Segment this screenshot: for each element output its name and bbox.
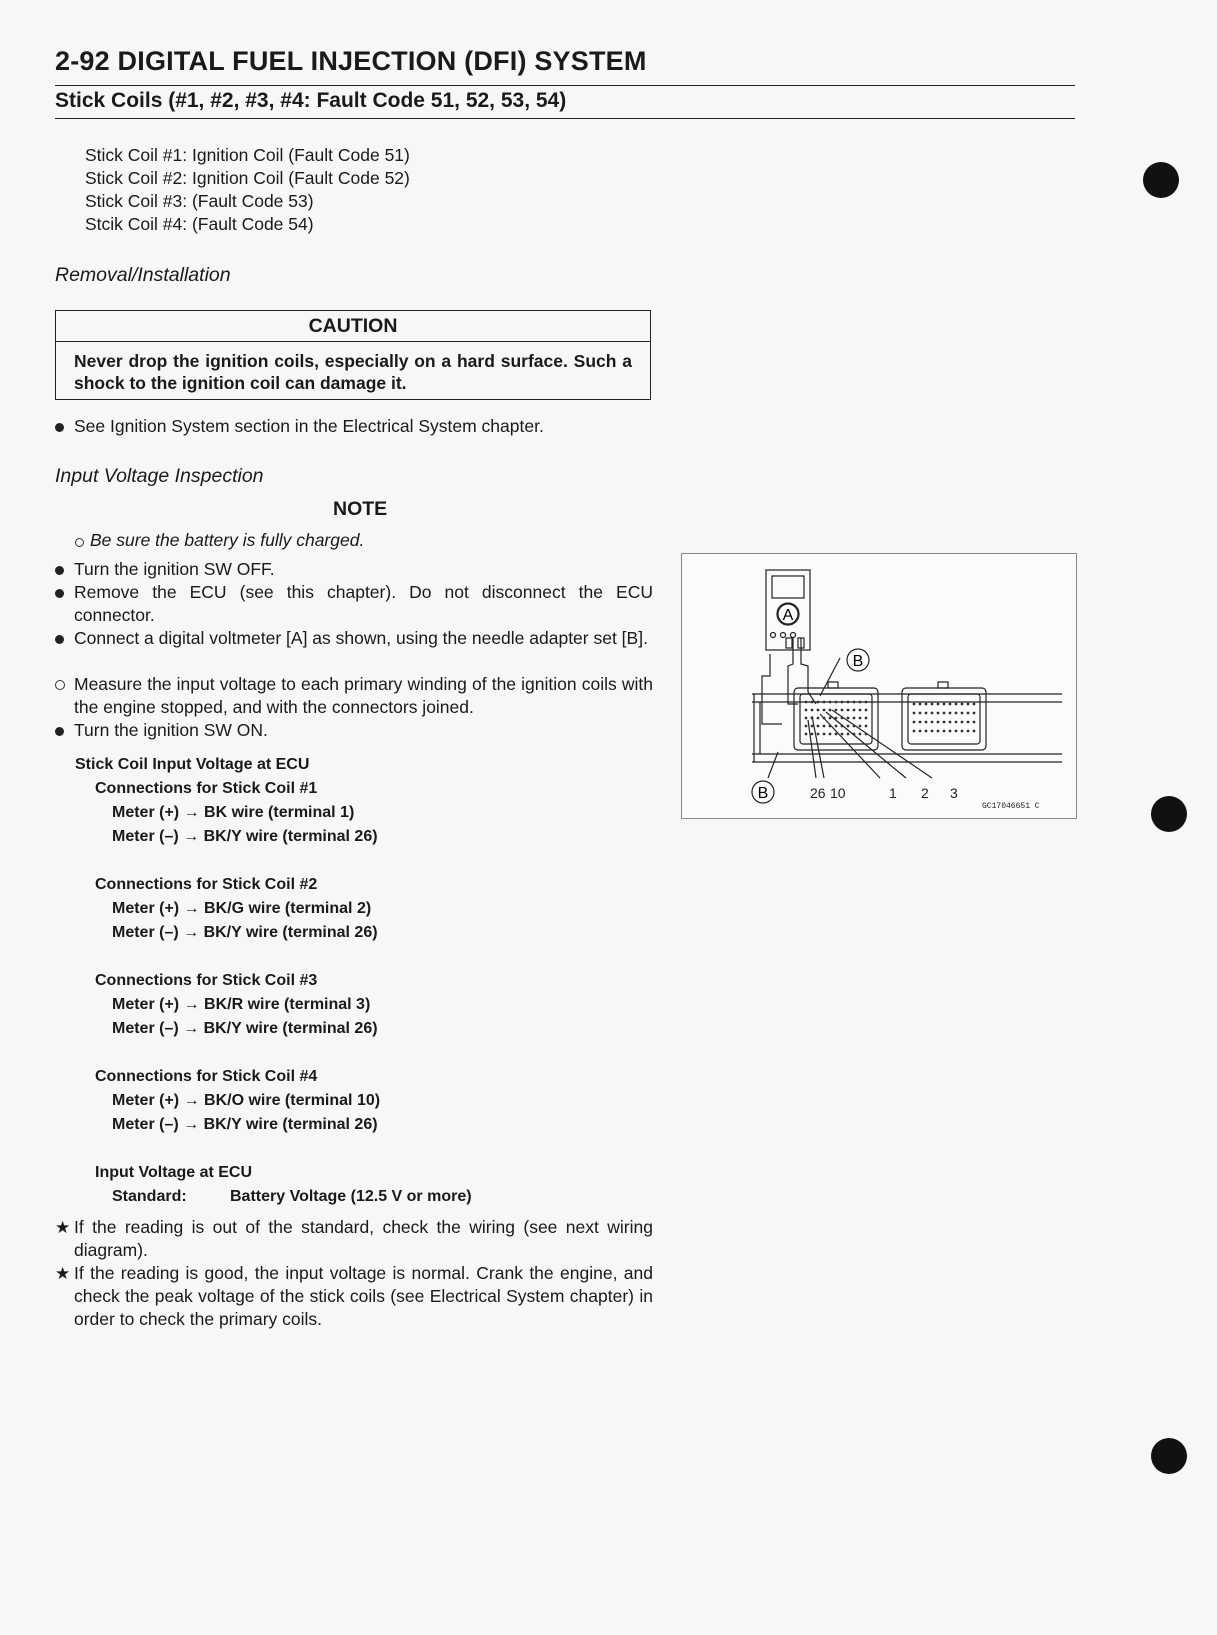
bullet-icon [55,635,64,644]
step-text: Connect a digital voltmeter [A] as shown, using the needle adapter set [B]. [74,628,648,648]
meter-plus: Meter (+) → BK/R wire (terminal 3) [112,996,371,1013]
bullet-icon [55,727,64,736]
meter-minus: Meter (–) → BK/Y wire (terminal 26) [112,1020,378,1037]
coil-list-item: Stick Coil #1: Ignition Coil (Fault Code 51) [85,145,410,165]
standard-label: Standard: [112,1188,187,1205]
step-text: Turn the ignition SW OFF. [74,559,275,579]
step-text: Remove the ECU (see this chapter). Do not disconnect the ECU connector. [74,582,653,625]
connection-title: Connections for Stick Coil #3 [95,972,318,989]
section-title: Stick Coils (#1, #2, #3, #4: Fault Code 51, 52, 53, 54) [55,89,567,112]
meter-plus: Meter (+) → BK wire (terminal 1) [112,804,355,821]
binder-hole [1151,796,1187,832]
meter-plus: Meter (+) → BK/O wire (terminal 10) [112,1092,381,1109]
spec-title: Stick Coil Input Voltage at ECU [75,756,310,773]
step-item [55,719,653,742]
terminal-label-3: 3 [950,785,958,801]
star-icon: ★ [55,1218,71,1237]
page-title: 2-92 DIGITAL FUEL INJECTION (DFI) SYSTEM [55,46,647,76]
terminal-label-1: 1 [889,785,897,801]
connection-block-3 [95,969,378,1041]
step-text: Turn the ignition SW ON. [74,720,268,740]
note-text: Be sure the battery is fully charged. [90,530,365,550]
section-rule [55,118,1075,119]
figure-code: GC17046651 C [982,802,1040,811]
terminal-label-10: 10 [830,785,846,801]
meter-plus: Meter (+) → BK/G wire (terminal 2) [112,900,372,917]
standard-value: Battery Voltage (12.5 V or more) [230,1188,472,1205]
result-text: If the reading is out of the standard, check the wiring (see next wiring diagram). [74,1217,653,1260]
meter-minus: Meter (–) → BK/Y wire (terminal 26) [112,1116,378,1133]
terminal-label-2: 2 [921,785,929,801]
label-b-top: B [852,653,864,670]
note-title: NOTE [333,498,388,520]
binder-hole [1143,162,1179,198]
bullet-icon [55,566,64,575]
inspection-heading: Input Voltage Inspection [55,465,264,487]
connection-title: Connections for Stick Coil #2 [95,876,318,893]
binder-hole [1151,1438,1187,1474]
meter-minus: Meter (–) → BK/Y wire (terminal 26) [112,924,378,941]
step-item [55,627,653,650]
bullet-text: See Ignition System section in the Electrical System chapter. [74,416,544,436]
star-icon: ★ [55,1264,71,1283]
caution-box [55,310,651,400]
result-item [55,1216,653,1262]
label-a: A [782,607,794,624]
open-circle-icon [75,538,84,547]
bullet-icon [55,423,64,432]
note-line [75,530,364,551]
terminal-label-26: 26 [810,785,826,801]
step-item [55,581,653,627]
connection-title: Connections for Stick Coil #1 [95,780,318,797]
connection-block-4 [95,1065,380,1137]
removal-heading: Removal/Installation [55,264,231,286]
step-item [55,558,653,581]
coil-list [85,144,410,236]
step-text: Measure the input voltage to each primary winding of the ignition coils with the engine stopped, and with the connectors joined. [74,674,653,717]
connection-block-2 [95,873,378,945]
connection-block-1 [95,777,378,849]
result-text: If the reading is good, the input voltage is normal. Crank the engine, and check the peak voltage of the stick coils (see Electrical System chapter) in order to check the primary coils. [74,1263,653,1329]
coil-list-item: Stcik Coil #4: (Fault Code 54) [85,214,314,234]
open-circle-icon [55,680,65,690]
standard-block [95,1161,472,1209]
step-item [55,673,653,719]
label-b-bottom: B [757,785,769,802]
voltmeter-display [772,576,804,598]
voltmeter-connection-diagram [682,554,1078,820]
coil-list-item: Stick Coil #3: (Fault Code 53) [85,191,314,211]
connection-title: Connections for Stick Coil #4 [95,1068,318,1085]
bullet-icon [55,589,64,598]
result-item [55,1262,653,1331]
meter-minus: Meter (–) → BK/Y wire (terminal 26) [112,828,378,845]
wiring-figure [681,553,1077,819]
ecu-connector-right [902,688,986,750]
caution-title: CAUTION [56,311,650,342]
removal-bullet [55,415,653,438]
caution-text: Never drop the ignition coils, especially on a hard surface. Such a shock to the ignition coil can damage it. [74,351,632,393]
coil-list-item: Stick Coil #2: Ignition Coil (Fault Code 52) [85,168,410,188]
title-rule [55,85,1075,86]
standard-title: Input Voltage at ECU [95,1164,253,1181]
